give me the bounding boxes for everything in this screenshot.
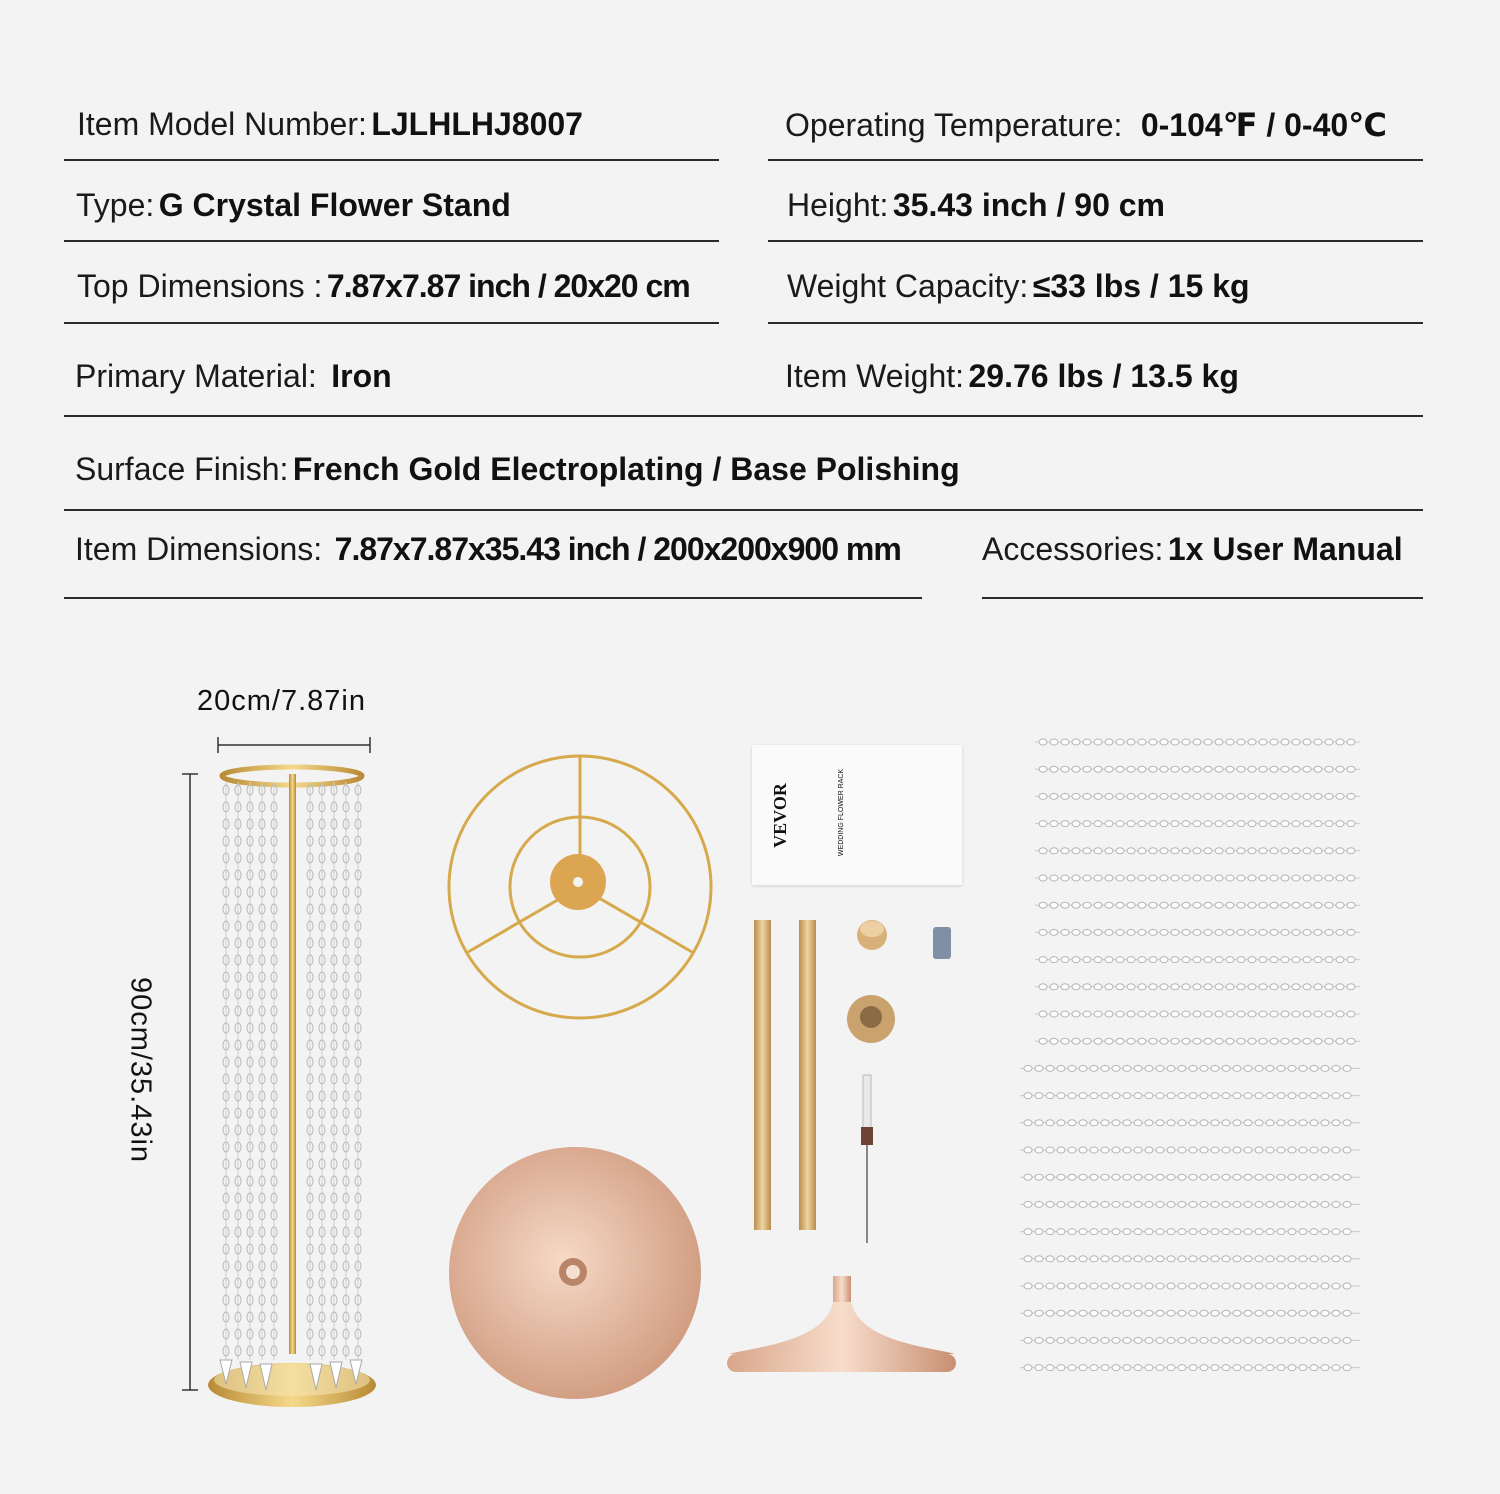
accessories-label: Accessories: xyxy=(982,531,1164,567)
assembled-stand-image xyxy=(200,760,385,1420)
surface-finish-label: Surface Finish: xyxy=(75,451,289,487)
crystal-strand xyxy=(1020,1093,1360,1099)
user-manual-image xyxy=(752,745,962,885)
hardware-parts-image xyxy=(840,915,960,1245)
crystal-strand xyxy=(1035,957,1360,963)
crystal-strand xyxy=(1020,1120,1360,1126)
crystal-strand xyxy=(1035,902,1360,908)
height-label: Height: xyxy=(787,187,889,223)
temperature-value: 0-104℉ / 0-40℃ xyxy=(1140,107,1387,143)
manual-title: WEDDING FLOWER RACK xyxy=(838,768,846,857)
weight-capacity-value: ≤33 lbs / 15 kg xyxy=(1032,268,1250,304)
crystal-strand xyxy=(1020,1310,1360,1316)
top-dimensions-value: 7.87x7.87 inch / 20x20 cm xyxy=(326,268,690,304)
material-label: Primary Material: xyxy=(75,358,317,394)
crystal-strand xyxy=(1035,875,1360,881)
top-dimensions-label: Top Dimensions : xyxy=(77,268,323,304)
material-value: Iron xyxy=(331,358,392,394)
surface-finish-value: French Gold Electroplating / Base Polishing xyxy=(292,451,960,487)
accessories-value: 1x User Manual xyxy=(1167,531,1403,567)
crystal-strand xyxy=(1035,739,1360,745)
top-frame-image xyxy=(445,752,715,1022)
crystal-strand xyxy=(1020,1256,1360,1262)
crystal-strand xyxy=(1035,793,1360,799)
model-value: LJLHLHJ8007 xyxy=(371,106,583,142)
crystal-strand xyxy=(1020,1229,1360,1235)
crystal-strand xyxy=(1020,1365,1360,1371)
height-value: 35.43 inch / 90 cm xyxy=(892,187,1165,223)
item-weight-label: Item Weight: xyxy=(785,358,965,394)
crystal-strand xyxy=(1020,1201,1360,1207)
height-dimension-label: 90cm/35.43in xyxy=(124,976,157,1164)
crystal-strand xyxy=(1035,929,1360,935)
temperature-label: Operating Temperature: xyxy=(785,107,1123,143)
item-weight-value: 29.76 lbs / 13.5 kg xyxy=(968,358,1239,394)
item-dimensions-label: Item Dimensions: xyxy=(75,531,323,567)
stand-base-image xyxy=(725,1272,960,1382)
type-value: G Crystal Flower Stand xyxy=(158,187,511,223)
width-dimension-label: 20cm/7.87in xyxy=(197,685,366,717)
crystal-strand xyxy=(1035,984,1360,990)
base-image xyxy=(448,1142,703,1404)
crystal-strand xyxy=(1020,1283,1360,1289)
manual-brand: VEVOR xyxy=(769,783,790,848)
crystal-strand xyxy=(1035,766,1360,772)
crystal-strand xyxy=(1020,1147,1360,1153)
crystal-strand xyxy=(1035,821,1360,827)
crystal-strand xyxy=(1020,1337,1360,1343)
crystal-strand xyxy=(1035,848,1360,854)
crystal-strand xyxy=(1020,1065,1360,1071)
model-label: Item Model Number: xyxy=(77,106,367,142)
weight-capacity-label: Weight Capacity: xyxy=(787,268,1029,304)
crystal-strands-image xyxy=(1015,730,1375,1390)
item-dimensions-value: 7.87x7.87x35.43 inch / 200x200x900 mm xyxy=(334,531,901,567)
crystal-strand xyxy=(1035,1011,1360,1017)
crystal-strand xyxy=(1020,1174,1360,1180)
type-label: Type: xyxy=(76,187,155,223)
poles-image xyxy=(750,918,825,1233)
crystal-strand xyxy=(1035,1038,1360,1044)
